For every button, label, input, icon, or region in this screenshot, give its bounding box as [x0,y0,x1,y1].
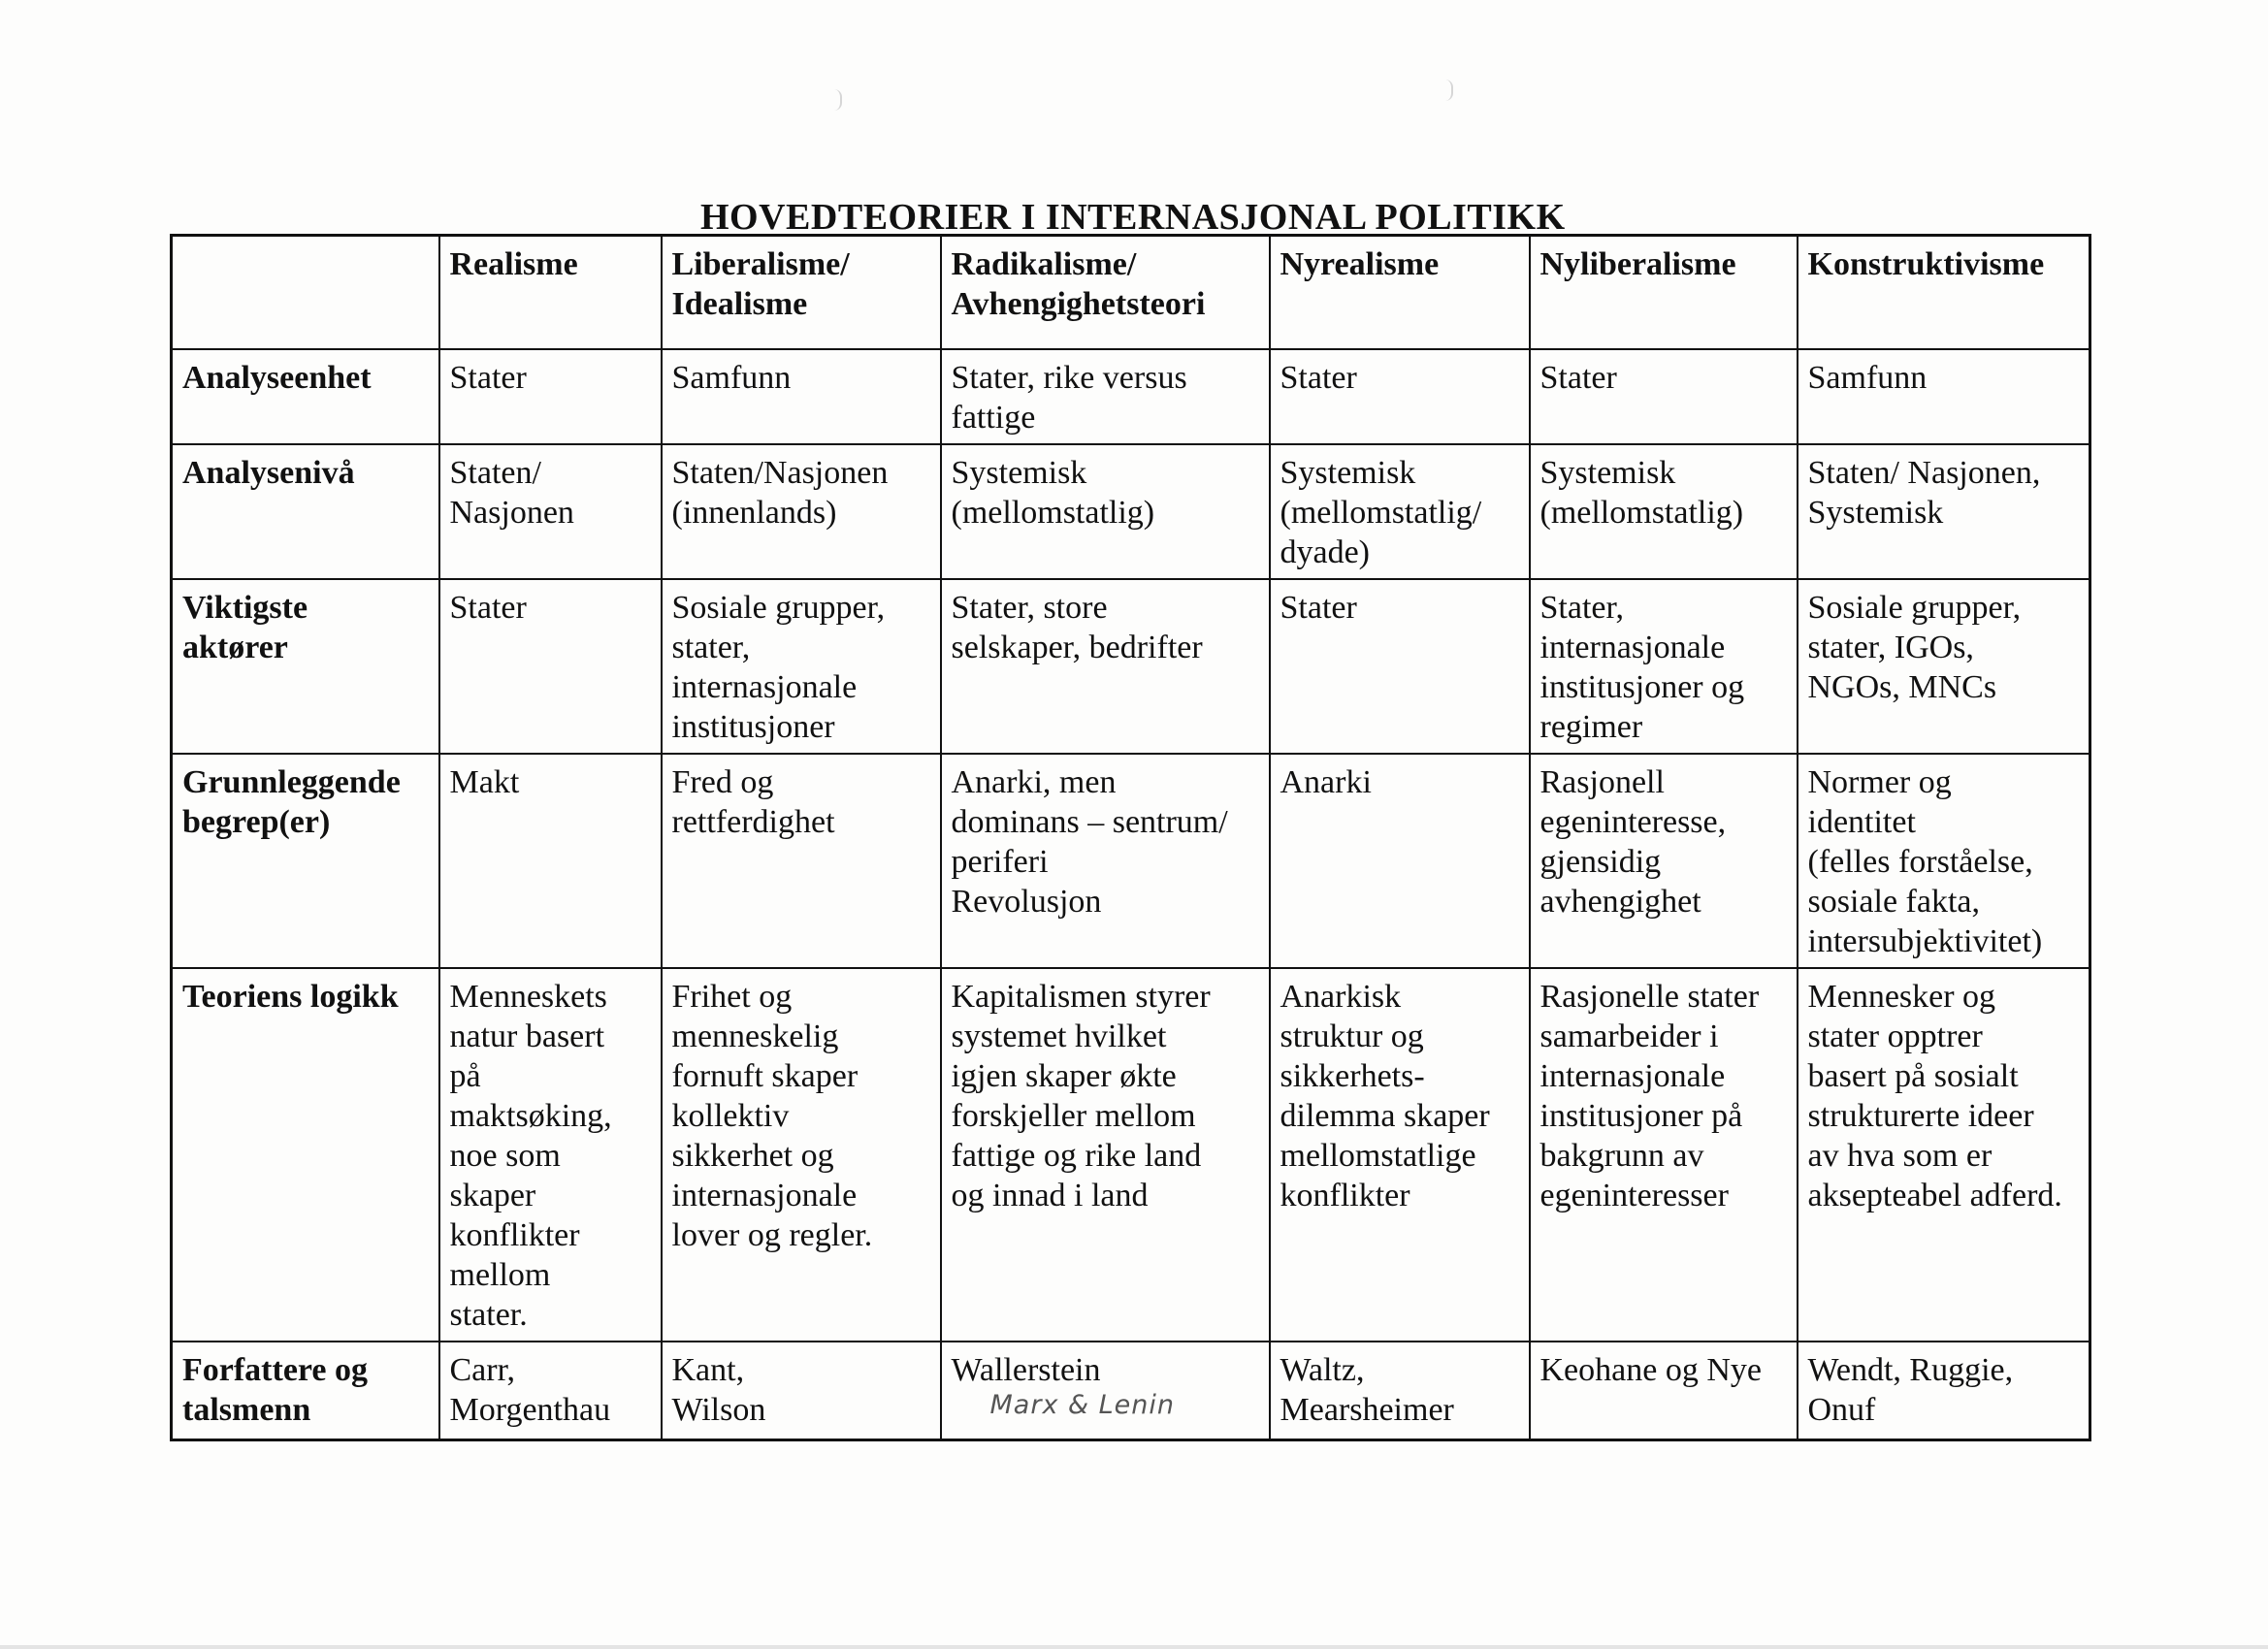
table-cell: Systemisk (mellomstatlig) [1530,444,1798,579]
table-row [172,754,2090,968]
table-cell: Sosiale grupper, stater, internasjonale institusjoner [662,579,941,754]
table-cell: Stater [1270,349,1530,444]
table-cell: Makt [439,754,662,968]
page-title: HOVEDTEORIER I INTERNASJONAL POLITIKK [700,197,1566,238]
handwritten-note: Marx & Lenin [989,1389,1176,1420]
table-cell: Wallerstein Marx & Lenin [941,1342,1270,1440]
table-cell: Stater [439,349,662,444]
table-cell: Stater, store selskaper, bedrifter [941,579,1270,754]
column-header-radikalisme: Radikalisme/ Avhengighetsteori [941,236,1270,349]
table-row [172,349,2090,444]
table-cell: Kapitalismen styrer systemet hvilket igjen skaper økte forskjeller mellom fattige og rike land og innad i land [941,968,1270,1342]
table-cell: Staten/ Nasjonen, Systemisk [1798,444,2090,579]
table-cell: Stater, internasjonale institusjoner og regimer [1530,579,1798,754]
table-cell: Wendt, Ruggie, Onuf [1798,1342,2090,1440]
row-header-viktigste-aktorer: Viktigste aktører [172,579,439,754]
column-header-konstruktivisme: Konstruktivisme [1798,236,2090,349]
table-cell: Samfunn [1798,349,2090,444]
column-header-liberalisme: Liberalisme/ Idealisme [662,236,941,349]
scan-edge [0,1645,2268,1649]
corner-cell [172,236,439,349]
theory-table [170,234,2091,1441]
table-cell: Fred og rettferdighet [662,754,941,968]
table-cell: Rasjonell egeninteresse, gjensidig avhengighet [1530,754,1798,968]
table-cell: Systemisk (mellomstatlig/ dyade) [1270,444,1530,579]
table-cell: Stater [439,579,662,754]
table-cell: Waltz, Mearsheimer [1270,1342,1530,1440]
column-header-nyliberalisme: Nyliberalisme [1530,236,1798,349]
table-cell: Samfunn [662,349,941,444]
table-cell: Kant, Wilson [662,1342,941,1440]
table-row [172,1342,2090,1440]
table-cell: Stater, rike versus fattige [941,349,1270,444]
table-row [172,968,2090,1342]
table-cell: Stater [1270,579,1530,754]
table-cell: Anarkisk struktur og sikkerhets- dilemma skaper mellomstatlige konflikter [1270,968,1530,1342]
row-header-analyseniva: Analysenivå [172,444,439,579]
row-header-analyseenhet: Analyseenhet [172,349,439,444]
table-cell: Anarki [1270,754,1530,968]
table-cell: Rasjonelle stater samarbeider i internasjonale institusjoner på bakgrunn av egeninteresser [1530,968,1798,1342]
table-cell: Staten/ Nasjonen [439,444,662,579]
table-cell: Normer og identitet (felles forståelse, sosiale fakta, intersubjektivitet) [1798,754,2090,968]
scan-artifact [1445,80,1453,101]
table-cell: Anarki, men dominans – sentrum/ periferi Revolusjon [941,754,1270,968]
table-cell: Mennesker og stater opptrer basert på sosialt strukturerte ideer av hva som er aksepteabel adferd. [1798,968,2090,1342]
row-header-grunnleggende-begreper: Grunnleggende begrep(er) [172,754,439,968]
header-row [172,236,2090,349]
table-cell: Menneskets natur basert på maktsøking, noe som skaper konflikter mellom stater. [439,968,662,1342]
column-header-realisme: Realisme [439,236,662,349]
row-header-forfattere: Forfattere og talsmenn [172,1342,439,1440]
table-cell: Stater [1530,349,1798,444]
table-cell: Sosiale grupper, stater, IGOs, NGOs, MNCs [1798,579,2090,754]
row-header-teoriens-logikk: Teoriens logikk [172,968,439,1342]
table-cell: Staten/Nasjonen (innenlands) [662,444,941,579]
scan-artifact [834,89,842,111]
column-header-nyrealisme: Nyrealisme [1270,236,1530,349]
table-cell: Systemisk (mellomstatlig) [941,444,1270,579]
table-cell: Frihet og menneskelig fornuft skaper kollektiv sikkerhet og internasjonale lover og regler. [662,968,941,1342]
table-cell: Keohane og Nye [1530,1342,1798,1440]
table-cell: Carr, Morgenthau [439,1342,662,1440]
table-row [172,444,2090,579]
table-row [172,579,2090,754]
